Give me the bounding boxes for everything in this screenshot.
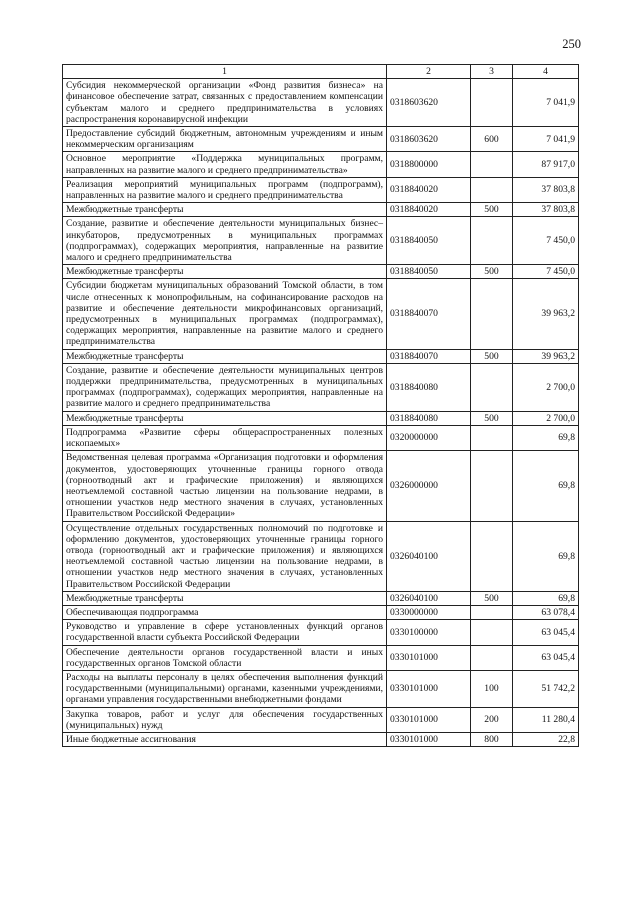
row-amount: 2 700,0 — [513, 411, 579, 425]
table-row — [63, 521, 579, 591]
row-expense-type — [471, 79, 513, 127]
row-name: Межбюджетные трансферты — [63, 265, 387, 279]
row-name: Предоставление субсидий бюджетным, автономным учреждениям и иным некоммерческим организациям — [63, 127, 387, 152]
row-name: Ведомственная целевая программа «Организация подготовки и оформления документов, удостоверяющих уточненные границы горного отвода (горноотводный акт и графические приложения) и являющихся неотъемлемой составной частью лицензии на пользование недрами, в отношении участков недр местного значения в случаях, установленных Правительством Российской Федерации» — [63, 451, 387, 521]
table-row — [63, 203, 579, 217]
row-amount: 39 963,2 — [513, 349, 579, 363]
table-row — [63, 152, 579, 177]
row-amount: 63 045,4 — [513, 645, 579, 670]
row-name: Осуществление отдельных государственных полномочий по подготовке и оформлению документов, удостоверяющих уточненные границы горного отвода (горноотводный акт и графические приложения) и являющихся неотъемлемой составной частью лицензии на пользование недрами, в отношении участков недр местного значения в случаях, установленных Правительством Российской Федерации — [63, 521, 387, 591]
row-expense-type — [471, 521, 513, 591]
table-row — [63, 620, 579, 645]
row-expense-type — [471, 177, 513, 202]
table-row — [63, 265, 579, 279]
row-amount: 7 041,9 — [513, 127, 579, 152]
row-code: 0318840080 — [387, 411, 471, 425]
header-col-1: 1 — [63, 65, 387, 79]
row-amount: 87 917,0 — [513, 152, 579, 177]
row-code: 0318603620 — [387, 127, 471, 152]
row-expense-type — [471, 363, 513, 411]
row-name: Руководство и управление в сфере установленных функций органов государственной власти субъекта Российской Федерации — [63, 620, 387, 645]
row-amount: 37 803,8 — [513, 203, 579, 217]
table-row — [63, 645, 579, 670]
row-amount: 51 742,2 — [513, 670, 579, 707]
row-name: Создание, развитие и обеспечение деятельности муниципальных центров поддержки предпринимательства, предусмотренных в муниципальных программах (подпрограммах), содержащих мероприятия, направленные на развитие малого и среднего предпринимательства — [63, 363, 387, 411]
row-name: Субсидия некоммерческой организации «Фонд развития бизнеса» на финансовое обеспечение затрат, связанных с предоставлением компенсации субъектам малого и среднего предпринимательства в условиях распространения коронавирусной инфекции — [63, 79, 387, 127]
row-expense-type: 500 — [471, 265, 513, 279]
table-row — [63, 605, 579, 619]
row-expense-type: 500 — [471, 411, 513, 425]
header-row — [63, 65, 579, 79]
row-code: 0318840080 — [387, 363, 471, 411]
row-amount: 7 450,0 — [513, 217, 579, 265]
budget-table — [62, 64, 579, 747]
table-row — [63, 732, 579, 746]
row-expense-type: 500 — [471, 349, 513, 363]
row-amount: 22,8 — [513, 732, 579, 746]
row-expense-type: 800 — [471, 732, 513, 746]
row-expense-type — [471, 425, 513, 450]
row-code: 0330101000 — [387, 670, 471, 707]
table-row — [63, 279, 579, 349]
row-name: Обеспечение деятельности органов государственной власти и иных государственных органов Томской области — [63, 645, 387, 670]
row-amount: 11 280,4 — [513, 707, 579, 732]
row-amount: 7 450,0 — [513, 265, 579, 279]
row-expense-type — [471, 217, 513, 265]
row-amount: 63 078,4 — [513, 605, 579, 619]
table-row — [63, 670, 579, 707]
table-row — [63, 363, 579, 411]
row-code: 0320000000 — [387, 425, 471, 450]
row-code: 0326000000 — [387, 451, 471, 521]
row-amount: 63 045,4 — [513, 620, 579, 645]
row-code: 0330101000 — [387, 732, 471, 746]
row-code: 0326040100 — [387, 521, 471, 591]
row-name: Подпрограмма «Развитие сферы общераспространенных полезных ископаемых» — [63, 425, 387, 450]
row-code: 0330000000 — [387, 605, 471, 619]
row-name: Закупка товаров, работ и услуг для обеспечения государственных (муниципальных) нужд — [63, 707, 387, 732]
row-expense-type: 500 — [471, 591, 513, 605]
row-code: 0318840070 — [387, 349, 471, 363]
row-amount: 37 803,8 — [513, 177, 579, 202]
table-row — [63, 217, 579, 265]
table-row — [63, 79, 579, 127]
row-expense-type: 600 — [471, 127, 513, 152]
row-code: 0318840050 — [387, 217, 471, 265]
row-amount: 7 041,9 — [513, 79, 579, 127]
row-expense-type: 100 — [471, 670, 513, 707]
row-name: Межбюджетные трансферты — [63, 591, 387, 605]
row-expense-type — [471, 645, 513, 670]
row-expense-type: 200 — [471, 707, 513, 732]
row-code: 0330101000 — [387, 707, 471, 732]
table-row — [63, 451, 579, 521]
row-name: Субсидии бюджетам муниципальных образований Томской области, в том числе отнесенных к монопрофильным, на софинансирование расходов на развитие и обеспечение деятельности микрофинансовых организаций, предусмотренных в муниципальных программах (подпрограммах), содержащих мероприятия, направленные на развитие малого и среднего предпринимательства — [63, 279, 387, 349]
row-name: Расходы на выплаты персоналу в целях обеспечения выполнения функций государственными (муниципальными) органами, казенными учреждениями, органами управления государственными внебюджетными фондами — [63, 670, 387, 707]
row-amount: 69,8 — [513, 521, 579, 591]
row-code: 0330101000 — [387, 645, 471, 670]
row-code: 0318840050 — [387, 265, 471, 279]
row-code: 0326040100 — [387, 591, 471, 605]
row-name: Межбюджетные трансферты — [63, 203, 387, 217]
row-name: Обеспечивающая подпрограмма — [63, 605, 387, 619]
row-name: Реализация мероприятий муниципальных программ (подпрограмм), направленных на развитие малого и среднего предпринимательства — [63, 177, 387, 202]
row-code: 0318840020 — [387, 177, 471, 202]
row-expense-type — [471, 451, 513, 521]
row-name: Межбюджетные трансферты — [63, 411, 387, 425]
row-expense-type — [471, 152, 513, 177]
table-row — [63, 127, 579, 152]
row-amount: 69,8 — [513, 591, 579, 605]
row-code: 0318603620 — [387, 79, 471, 127]
row-amount: 69,8 — [513, 425, 579, 450]
header-col-3: 3 — [471, 65, 513, 79]
table-row — [63, 411, 579, 425]
row-name: Создание, развитие и обеспечение деятельности муниципальных бизнес–инкубаторов, предусмотренных в муниципальных программах (подпрограммах), содержащих мероприятия, направленные на развитие малого и среднего предпринимательства — [63, 217, 387, 265]
table-row — [63, 349, 579, 363]
header-col-4: 4 — [513, 65, 579, 79]
row-amount: 69,8 — [513, 451, 579, 521]
row-expense-type — [471, 620, 513, 645]
row-amount: 2 700,0 — [513, 363, 579, 411]
table-row — [63, 177, 579, 202]
row-expense-type — [471, 605, 513, 619]
row-code: 0318840020 — [387, 203, 471, 217]
row-name: Межбюджетные трансферты — [63, 349, 387, 363]
row-expense-type: 500 — [471, 203, 513, 217]
row-code: 0318840070 — [387, 279, 471, 349]
row-code: 0318800000 — [387, 152, 471, 177]
table-row — [63, 591, 579, 605]
page-number: 250 — [562, 37, 581, 51]
row-name: Основное мероприятие «Поддержка муниципальных программ, направленных на развитие малого и среднего предпринимательства» — [63, 152, 387, 177]
table-row — [63, 707, 579, 732]
row-amount: 39 963,2 — [513, 279, 579, 349]
row-name: Иные бюджетные ассигнования — [63, 732, 387, 746]
header-col-2: 2 — [387, 65, 471, 79]
row-expense-type — [471, 279, 513, 349]
row-code: 0330100000 — [387, 620, 471, 645]
table-row — [63, 425, 579, 450]
